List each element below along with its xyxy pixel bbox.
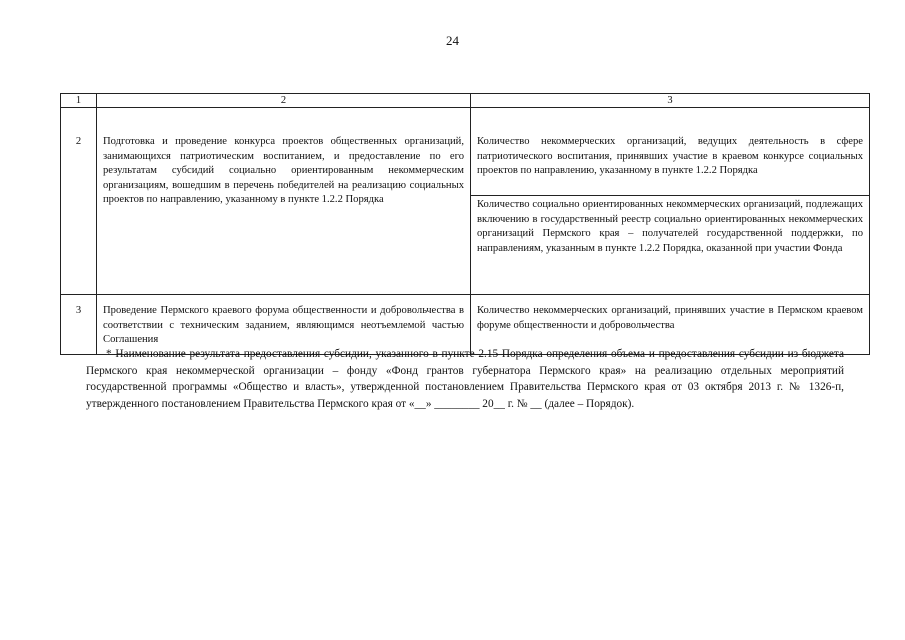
table-row <box>61 108 870 196</box>
results-table <box>60 93 870 355</box>
header-cell: 2 <box>97 94 471 108</box>
result-indicator: Количество социально ориентированных некоммерческих организаций, подлежащих включению в государственный реестр социально ориентированных некоммерческих организаций Пермского края – получателей государственной поддержки, по направлениям, указанным в пункте 1.2.2 Порядка, оказанной при участии Фонда <box>471 196 870 295</box>
table-header-row <box>61 94 870 108</box>
header-cell: 1 <box>61 94 97 108</box>
row-number: 2 <box>61 108 97 295</box>
page-number: 24 <box>446 33 459 48</box>
event-description: Проведение Пермского краевого форума общественности и добровольчества в соответствии с техническим заданием, являющимся неотъемлемой частью Соглашения <box>97 295 471 355</box>
row-number: 3 <box>61 295 97 355</box>
result-indicator: Количество некоммерческих организаций, принявших участие в Пермском краевом форуме общественности и добровольчества <box>471 295 870 355</box>
header-cell: 3 <box>471 94 870 108</box>
result-indicator: Количество некоммерческих организаций, ведущих деятельность в сфере патриотического воспитания, принявших участие в краевом конкурсе социальных проектов по направлению, указанному в пункте 1.2.2 Порядка <box>471 108 870 196</box>
footnote: * Наименование результата предоставления субсидии, указанного в пункте 2.15 Порядка определения объема и предоставления субсидии из бюджета Пермского края некоммерческой организации – фонду «Фонд грантов губернатора Пермского края» на реализацию отдельных мероприятий государственной программы «Общество и власть», утвержденной постановлением Правительства Пермского края от 03 октября 2013 г. № 1326-п, утвержденного постановлением Правительства Пермского края от «__» ________ 20__ г. № __ (далее – Порядок). <box>86 348 844 410</box>
event-description: Подготовка и проведение конкурса проектов общественных организаций, занимающихся патриотическим воспитанием, и предоставление по его результатам субсидий социально ориентированным некоммерческим организациям, вошедшим в перечень победителей на реализацию социальных проектов по направлению, указанному в пункте 1.2.2 Порядка <box>97 108 471 295</box>
